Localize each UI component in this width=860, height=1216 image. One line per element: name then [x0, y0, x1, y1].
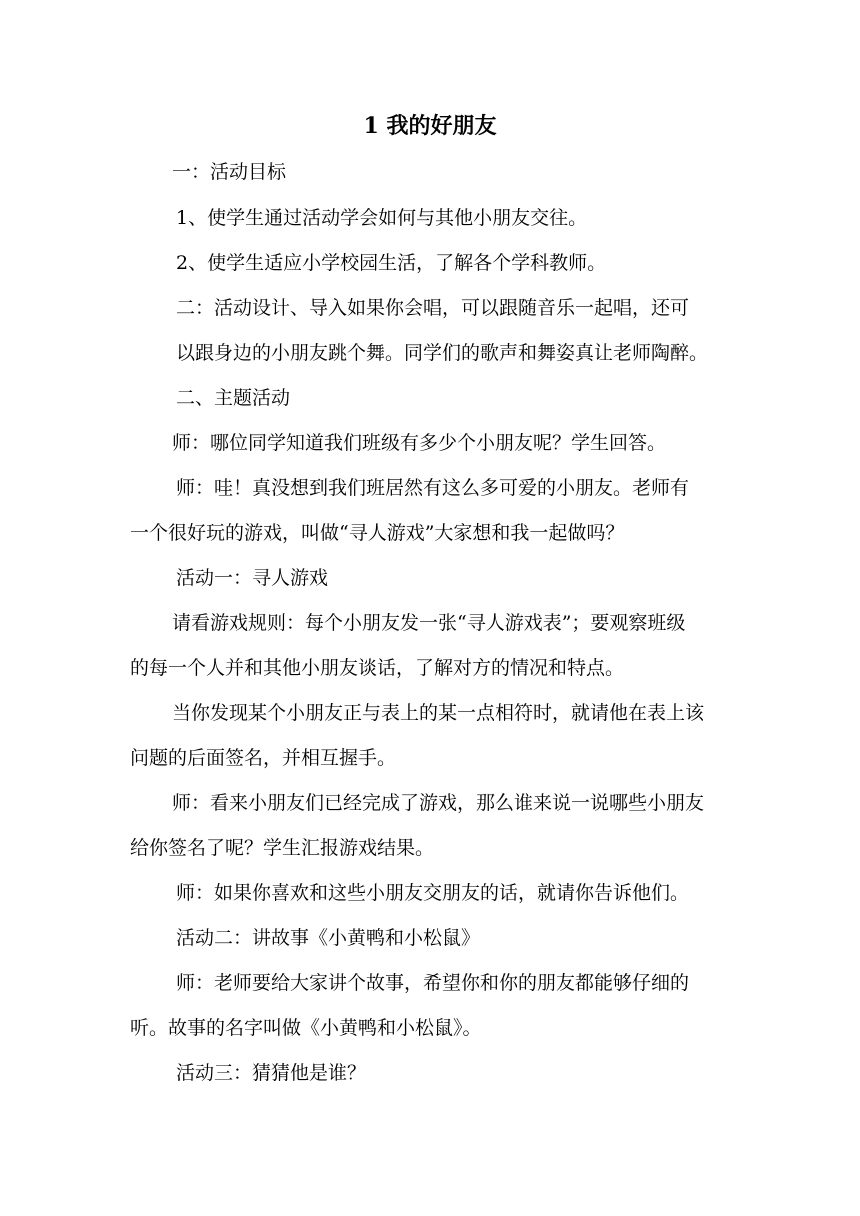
- paragraph-line: 以跟身边的小朋友跳个舞。同学们的歌声和舞姿真让老师陶醉。: [176, 342, 709, 364]
- paragraph-line: 一个很好玩的游戏，叫做“寻人游戏”大家想和我一起做吗？: [130, 522, 625, 544]
- goal-item-1: 1、使学生通过活动学会如何与其他小朋友交往。: [176, 207, 588, 229]
- paragraph-line: 听。故事的名字叫做《小黄鸭和小松鼠》。: [130, 1017, 482, 1039]
- goal-item-2: 2、使学生适应小学校园生活，了解各个学科教师。: [176, 252, 607, 274]
- paragraph-line: 当你发现某个小朋友正与表上的某一点相符时，就请他在表上该: [172, 702, 705, 724]
- section-heading-theme: 二、主题活动: [176, 387, 291, 409]
- paragraph-line: 师：如果你喜欢和这些小朋友交朋友的话，就请你告诉他们。: [176, 882, 690, 904]
- paragraph-line: 二：活动设计、导入如果你会唱，可以跟随音乐一起唱，还可: [176, 297, 690, 319]
- paragraph-line: 请看游戏规则：每个小朋友发一张“寻人游戏表”；要观察班级: [172, 612, 686, 634]
- paragraph-line: 的每一个人并和其他小朋友谈话，了解对方的情况和特点。: [130, 657, 625, 679]
- activity-heading-1: 活动一：寻人游戏: [176, 567, 329, 589]
- paragraph-line: 师：哪位同学知道我们班级有多少个小朋友呢？学生回答。: [172, 432, 667, 454]
- paragraph-line: 问题的后面签名，并相互握手。: [130, 747, 397, 769]
- paragraph-line: 师：看来小朋友们已经完成了游戏，那么谁来说一说哪些小朋友: [172, 792, 705, 814]
- paragraph-line: 给你签名了呢？学生汇报游戏结果。: [130, 837, 435, 859]
- document-title: 1 我的好朋友: [363, 113, 497, 139]
- activity-heading-3: 活动三：猜猜他是谁？: [176, 1062, 367, 1084]
- activity-heading-2: 活动二：讲故事《小黄鸭和小松鼠》: [176, 927, 481, 949]
- paragraph-line: 师：老师要给大家讲个故事，希望你和你的朋友都能够仔细的: [176, 972, 690, 994]
- paragraph-line: 师：哇！真没想到我们班居然有这么多可爱的小朋友。老师有: [176, 477, 690, 499]
- section-heading-goals: 一：活动目标: [172, 161, 287, 183]
